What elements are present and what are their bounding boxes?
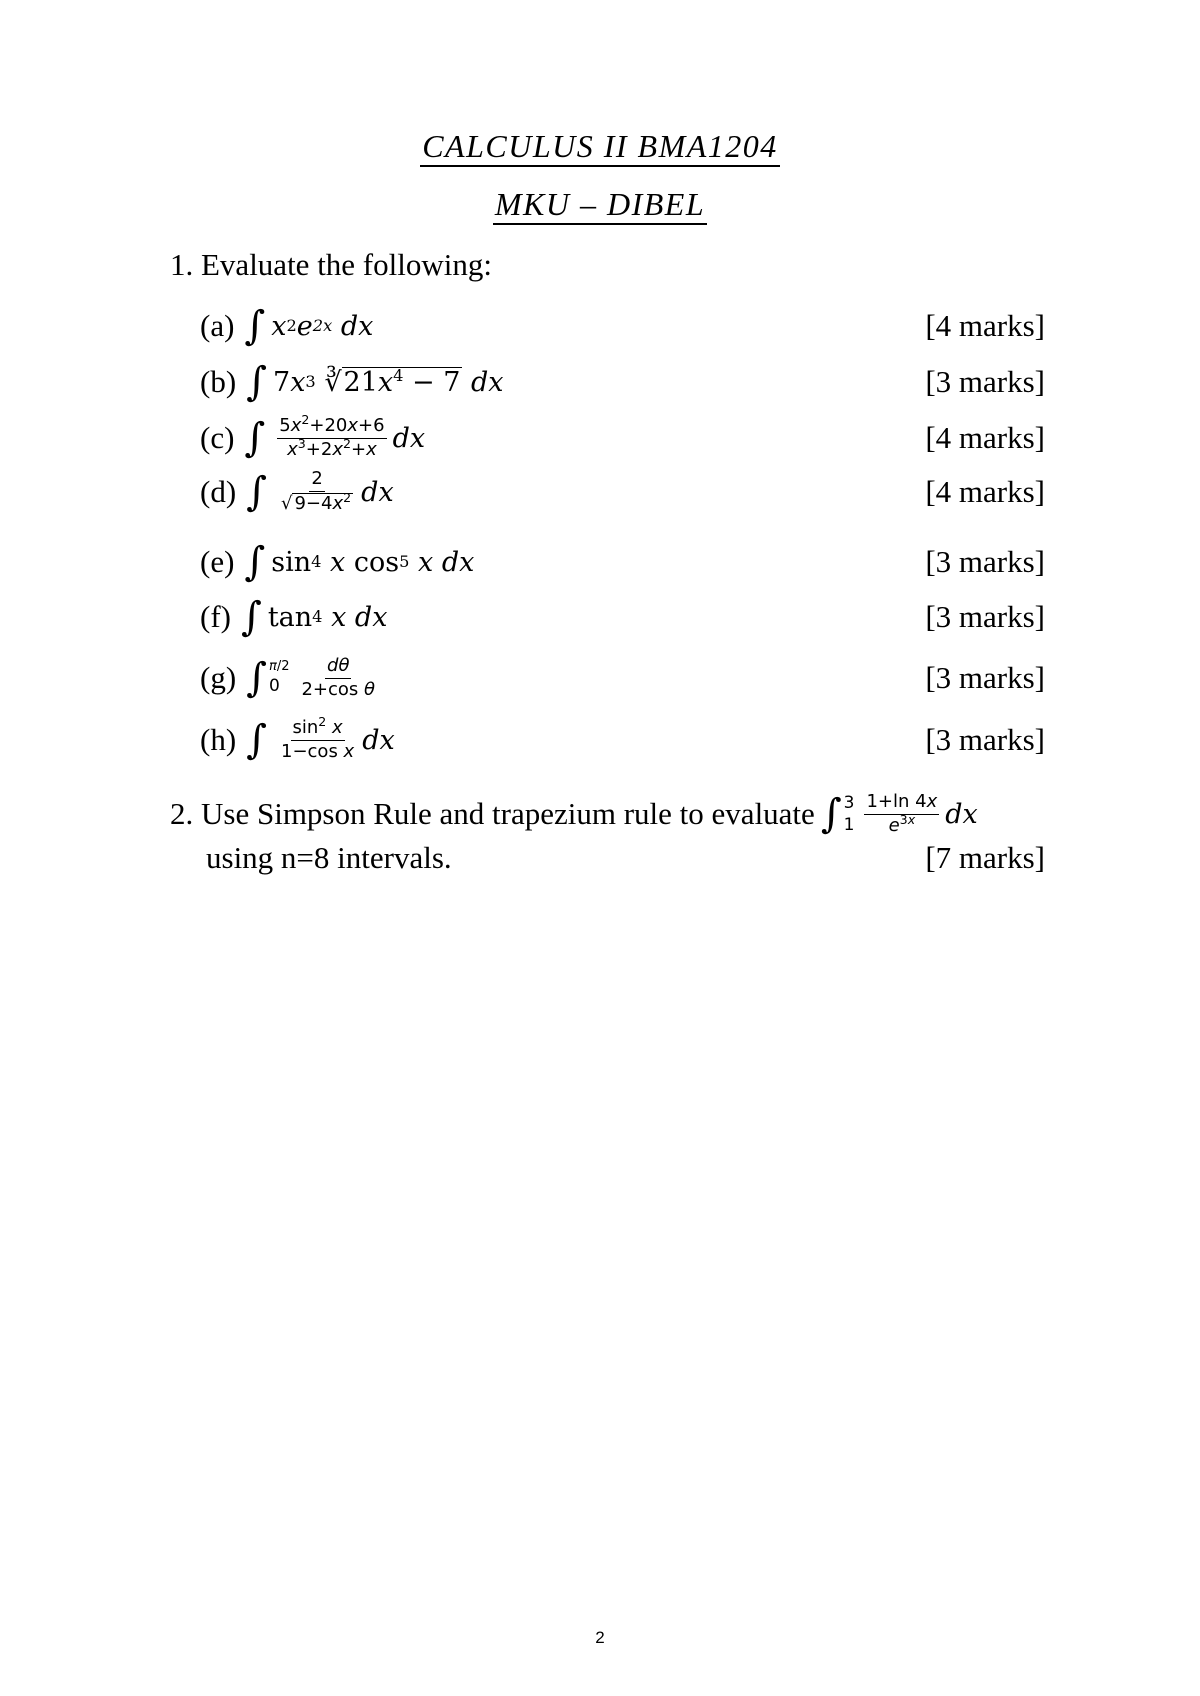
integral-expression: ∫ sin 4 x cos 5 x dx [244,539,475,585]
marks-label: [7 marks] [925,840,1045,875]
integral-expression: ∫ $\frac{5x^2+20x+6}{x^3+2x^2+x}$ dx [244,411,426,461]
part-label: (a) [200,308,235,343]
question-2 [170,790,1045,876]
question-2-intervals: using n=8 intervals. [206,840,452,875]
marks-label: [3 marks] [925,722,1045,757]
marks-label: [3 marks] [925,660,1045,695]
course-title: CALCULUS II BMA1204 [0,128,1200,165]
question-1-heading: 1. Evaluate the following: [170,247,492,282]
question-1f [200,591,1045,643]
part-label: (b) [200,364,237,399]
question-1e [200,536,1045,588]
institution-title: MKU – DIBEL [0,186,1200,223]
question-1b [200,356,1045,408]
integral-expression: ∫ tan 4 x dx [240,594,388,640]
integral-expression: ∫ $\frac{2}{√ 9-4x^2}$ dx [246,468,394,515]
part-label: (c) [200,420,235,455]
marks-label: [3 marks] [925,544,1045,579]
question-1d [200,466,1045,518]
question-1a [200,300,1045,352]
part-label: (f) [200,599,231,634]
integral-expression: ∫ x 2 e 2x dx [244,303,374,349]
marks-label: [3 marks] [925,599,1045,634]
part-label: (h) [200,722,237,757]
part-label: (d) [200,474,237,509]
marks-label: [4 marks] [925,308,1045,343]
integral-expression: ∫ 7 x 3 ∛ $21x^4 - 7$ dx [246,359,504,405]
page-number: 2 [595,1628,605,1647]
question-1c [200,412,1045,464]
integral-expression: ∫ $\frac{\sin^2 x}{\text{1−cos x}}$ dx [246,713,395,763]
integral-expression: ∫ 3 1 $\frac{1+\ln 4x}{e^{3x}}$ dx [820,790,978,837]
integral-expression: ∫ π/2 0 $\frac{d\theta}{\text{2+cos θ}}$ [246,654,376,701]
question-1g [200,652,1045,704]
marks-label: [4 marks] [925,420,1045,455]
question-2-text: 2. Use Simpson Rule and trapezium rule to evaluate [170,796,815,831]
marks-label: [4 marks] [925,474,1045,509]
part-label: (e) [200,544,235,579]
part-label: (g) [200,660,237,695]
question-1h [200,714,1045,766]
marks-label: [3 marks] [925,364,1045,399]
